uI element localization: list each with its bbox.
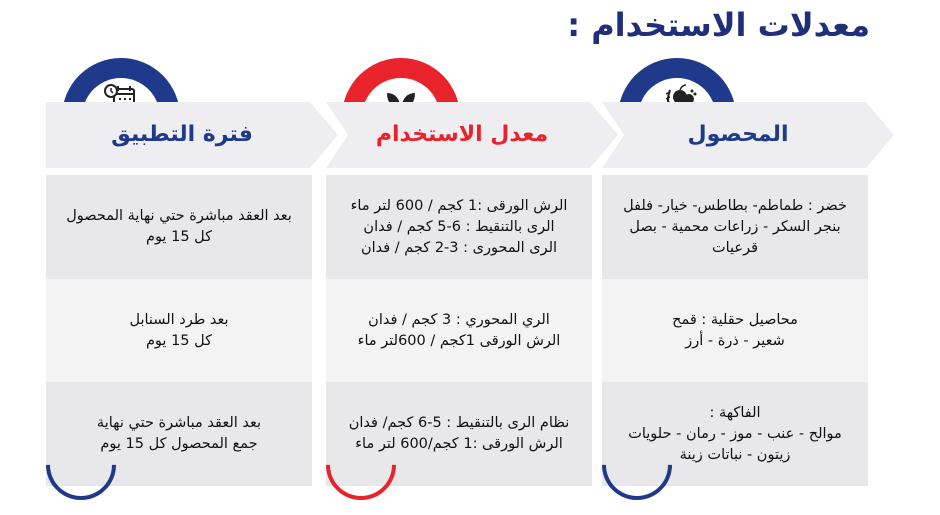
cell-line: جمع المحصول كل 15 يوم [100, 436, 258, 452]
period-column [46, 58, 318, 488]
cell-line: الرى بالتنقيط : 6-5 كجم / فدان [363, 218, 555, 235]
crop-column [602, 58, 874, 488]
cell-line: موالح - عنب - موز - رمان - حلويات [628, 425, 842, 442]
cell-line: محاصيل حقلية : قمح [672, 311, 798, 328]
cell-line: قرعيات [711, 239, 759, 256]
cell-line: كل 15 يوم [145, 332, 213, 349]
crop-header: المحصول [687, 122, 789, 147]
cell-line: الفاكهة : [709, 404, 761, 421]
page-title: معدلات الاستخدام : [567, 6, 870, 44]
cell-line: زيتون - نباتات زينة [679, 446, 791, 463]
cell-line: الرش الورقى 1كجم / 600لتر ماء [357, 332, 561, 349]
cell-line: كل 15 يوم [145, 229, 213, 245]
cell-line: بنجر السكر - زراعات محمية - بصل [629, 218, 841, 235]
cell-line: الرش الورقى :1 كجم / 600 لتر ماء [350, 197, 568, 214]
rate-cell-2 [326, 279, 592, 382]
cell-line: الري المحوري : 3 كجم / فدان [368, 311, 550, 328]
cell-line: شعير - ذرة - أرز [685, 332, 785, 349]
period-header: فترة التطبيق [111, 122, 253, 147]
cell-line: الرش الورقى :1 كجم/600 لتر ماء [355, 436, 563, 452]
crop-cell-1 [602, 175, 868, 279]
rate-cell-1 [326, 175, 592, 279]
crop-cell-2 [602, 279, 868, 382]
period-cell-2 [46, 279, 312, 382]
cell-line: الرى المحورى : 3-2 كجم / فدان [360, 239, 558, 256]
cell-line: بعد العقد مباشرة حتي نهاية المحصول [66, 208, 292, 224]
period-cell-1 [46, 175, 312, 279]
cell-line: بعد العقد مباشرة حتي نهاية [96, 415, 262, 431]
rate-column [326, 58, 598, 488]
cell-line: نظام الرى بالتنقيط : 5-6 كجم/ فدان [348, 415, 570, 431]
cell-line: بعد طرد السنابل [129, 311, 229, 328]
rate-header: معدل الاستخدام [375, 122, 549, 147]
cell-line: خضر : طماطم- بطاطس- خيار- فلفل [623, 197, 847, 214]
